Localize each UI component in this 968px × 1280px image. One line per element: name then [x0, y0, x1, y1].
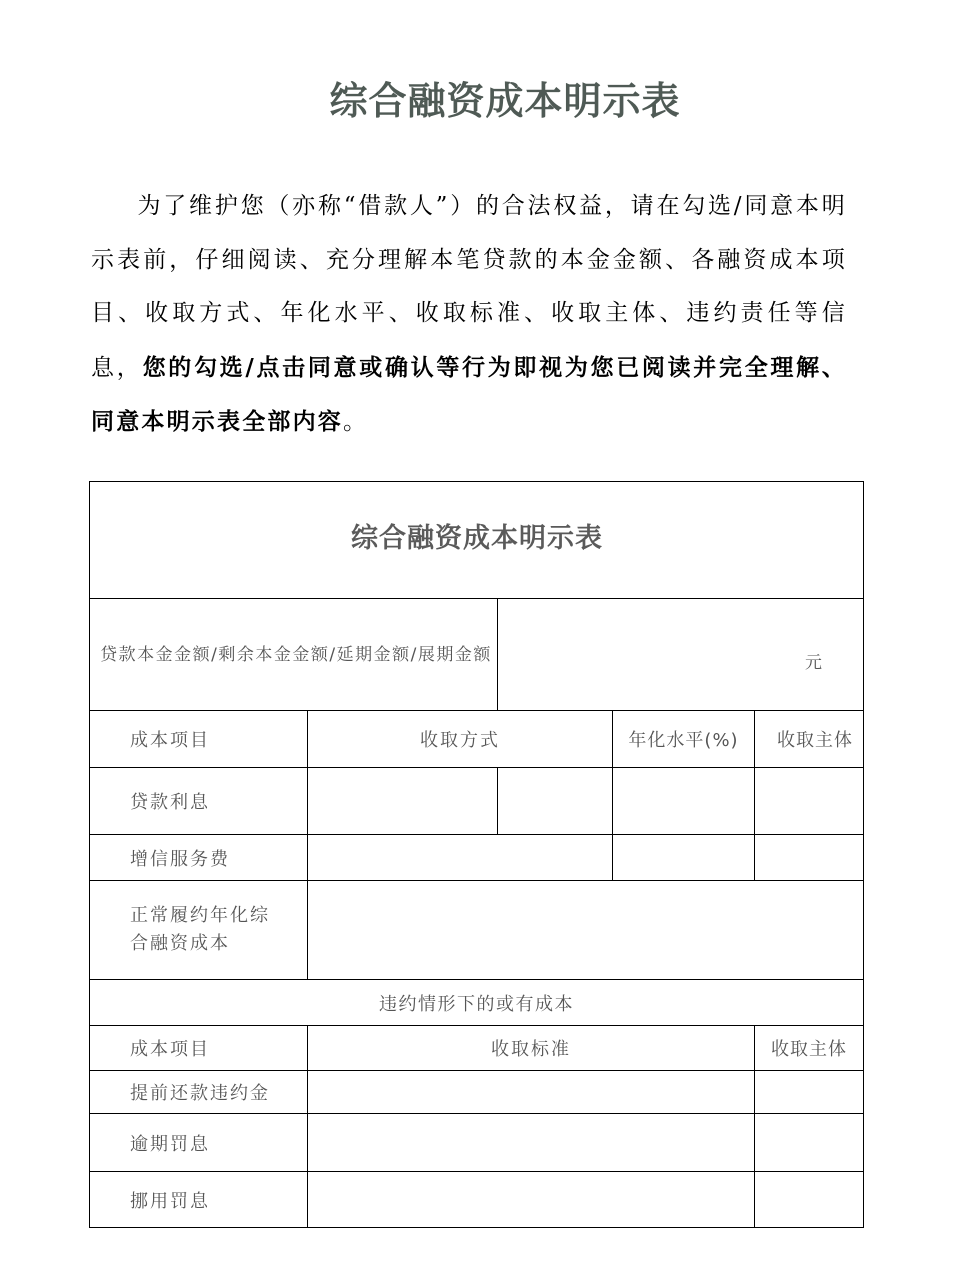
row-annual-cost: 正常履约年化综合融资成本	[130, 905, 270, 954]
intro-paragraph	[91, 180, 847, 450]
row-overdue-interest: 逾期罚息	[130, 1133, 210, 1155]
row-misuse-interest: 挪用罚息	[130, 1190, 210, 1212]
intro-bold-text: 您的勾选/点击同意或确认等行为即视为您已阅读并完全理解、同意本明示表全部内容	[91, 353, 847, 435]
default-header-cost-item: 成本项目	[130, 1039, 210, 1060]
intro-end: 。	[343, 409, 369, 435]
header-collector: 收取主体	[777, 730, 853, 751]
table-title: 综合融资成本明示表	[351, 522, 603, 554]
default-header-collector: 收取主体	[771, 1039, 847, 1060]
principal-unit: 元	[805, 652, 824, 673]
header-annual-rate: 年化水平(%)	[628, 730, 739, 751]
row-credit-fee: 增信服务费	[130, 848, 230, 870]
header-cost-item: 成本项目	[130, 730, 210, 751]
header-method: 收取方式	[420, 730, 500, 751]
row-loan-interest: 贷款利息	[130, 792, 210, 813]
principal-label: 贷款本金金额/剩余本金金额/延期金额/展期金额	[100, 645, 492, 665]
default-section-title: 违约情形下的或有成本	[379, 993, 574, 1015]
page-title: 综合融资成本明示表	[329, 78, 681, 123]
intro-text: 为了维护您（亦称“借款人”）的合法权益，请在勾选/同意本明示表前，仔细阅读、充分理解本笔贷款的本金金额、各融资成本项目、收取方式、年化水平、收取标准、收取主体、违约责任等信息，	[91, 193, 847, 381]
default-header-standard: 收取标准	[491, 1039, 571, 1060]
row-prepayment-penalty: 提前还款违约金	[130, 1083, 270, 1104]
